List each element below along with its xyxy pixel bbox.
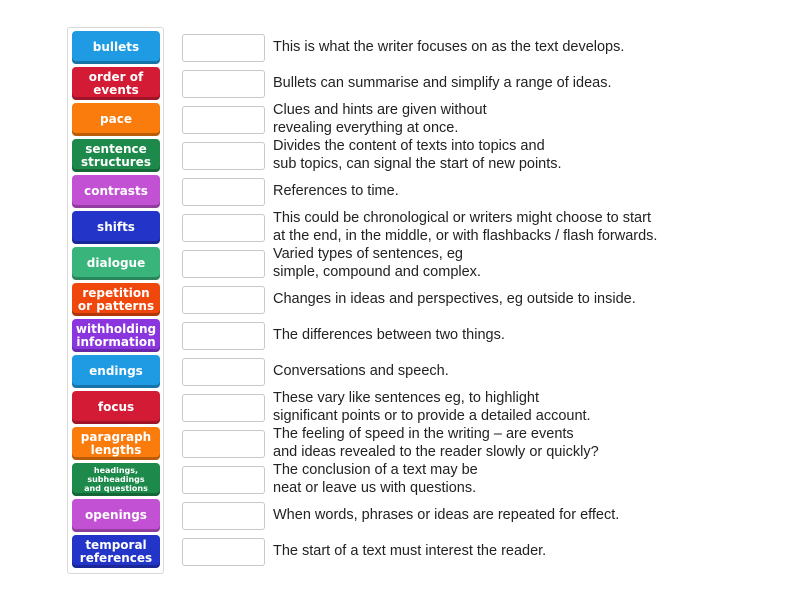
answer-tile[interactable]: order of events bbox=[72, 67, 160, 100]
drop-slot[interactable] bbox=[182, 358, 265, 386]
drop-slot[interactable] bbox=[182, 106, 265, 134]
description-text: This is what the writer focuses on as the text develops. bbox=[273, 39, 625, 55]
answer-tile[interactable]: dialogue bbox=[72, 247, 160, 280]
description-text: Varied types of sentences, eg simple, compound and complex. bbox=[273, 246, 481, 280]
answer-tile[interactable]: pace bbox=[72, 103, 160, 136]
answer-tile[interactable]: sentence structures bbox=[72, 139, 160, 172]
drop-slot[interactable] bbox=[182, 322, 265, 350]
answer-tile[interactable]: temporal references bbox=[72, 535, 160, 568]
description-text: This could be chronological or writers might choose to start at the end, in the middle, or with flashbacks / flash forwards. bbox=[273, 210, 658, 244]
drop-slot[interactable] bbox=[182, 142, 265, 170]
answer-tile[interactable]: endings bbox=[72, 355, 160, 388]
answer-tile[interactable]: bullets bbox=[72, 31, 160, 64]
description-text: The feeling of speed in the writing – are events and ideas revealed to the reader slowly or quickly? bbox=[273, 426, 599, 460]
drop-slot[interactable] bbox=[182, 34, 265, 62]
description-text: These vary like sentences eg, to highlight significant points or to provide a detailed account. bbox=[273, 390, 591, 424]
answer-tile[interactable]: headings, subheadings and questions bbox=[72, 463, 160, 496]
drop-slot[interactable] bbox=[182, 286, 265, 314]
description-text: When words, phrases or ideas are repeated for effect. bbox=[273, 507, 620, 523]
drop-slot[interactable] bbox=[182, 178, 265, 206]
answer-tile[interactable]: contrasts bbox=[72, 175, 160, 208]
description-text: Conversations and speech. bbox=[273, 363, 449, 379]
answer-tile[interactable]: paragraph lengths bbox=[72, 427, 160, 460]
description-text: References to time. bbox=[273, 183, 399, 199]
answer-tile[interactable]: repetition or patterns bbox=[72, 283, 160, 316]
answer-tile[interactable]: shifts bbox=[72, 211, 160, 244]
answer-tile[interactable]: openings bbox=[72, 499, 160, 532]
description-text: Changes in ideas and perspectives, eg outside to inside. bbox=[273, 291, 636, 307]
answer-tile[interactable]: focus bbox=[72, 391, 160, 424]
description-text: Bullets can summarise and simplify a range of ideas. bbox=[273, 75, 612, 91]
description-text: The conclusion of a text may be neat or leave us with questions. bbox=[273, 462, 478, 496]
description-text: The start of a text must interest the reader. bbox=[273, 543, 547, 559]
drop-slot[interactable] bbox=[182, 394, 265, 422]
drop-slot[interactable] bbox=[182, 502, 265, 530]
description-text: Clues and hints are given without revealing everything at once. bbox=[273, 102, 487, 136]
answer-tile[interactable]: withholding information bbox=[72, 319, 160, 352]
answer-tile-panel bbox=[67, 27, 164, 574]
drop-slot[interactable] bbox=[182, 70, 265, 98]
drop-slot[interactable] bbox=[182, 250, 265, 278]
drop-slot[interactable] bbox=[182, 214, 265, 242]
description-text: The differences between two things. bbox=[273, 327, 505, 343]
drop-slot[interactable] bbox=[182, 430, 265, 458]
drop-slot[interactable] bbox=[182, 538, 265, 566]
description-text: Divides the content of texts into topics and sub topics, can signal the start of new points. bbox=[273, 138, 562, 172]
drop-slot[interactable] bbox=[182, 466, 265, 494]
